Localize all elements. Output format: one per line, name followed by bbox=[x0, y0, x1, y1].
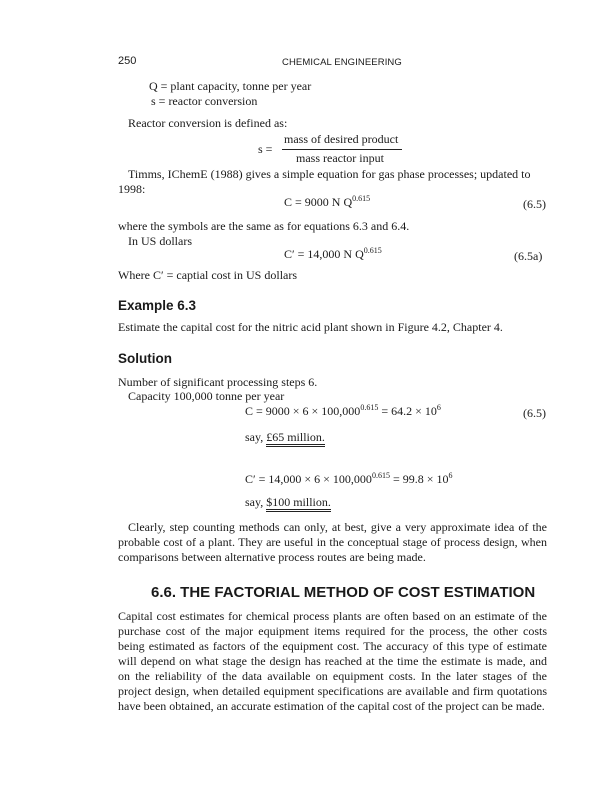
equation-number-6-5a: (6.5a) bbox=[514, 249, 543, 263]
symbols-note: where the symbols are the same as for equations 6.3 and 6.4. bbox=[118, 219, 410, 233]
section-heading: 6.6. THE FACTORIAL METHOD OF COST ESTIMATION bbox=[151, 584, 536, 601]
calculation-1: $C = 9000 \times 6 \times 100,000^{0.615} = 64.2 \times 10^6$ bbox=[245, 403, 441, 418]
calculation-2: $C' = 14,000 \times 6 \times 100,000^{0.615} = 99.8 \times 10^6$ bbox=[245, 471, 453, 486]
fraction-lhs: s = bbox=[258, 142, 273, 156]
result-1-value: £65 million. bbox=[266, 430, 325, 447]
definition-q: Q = plant capacity, tonne per year bbox=[149, 79, 312, 93]
where-c-note: Where C′ = captial cost in US dollars bbox=[118, 268, 298, 282]
fraction-numerator: mass of desired product bbox=[284, 132, 399, 146]
result-2-value: $100 million. bbox=[266, 495, 331, 512]
equation-number-calc-1: (6.5) bbox=[523, 406, 546, 420]
equation-6-5a: C′ = 14,000 N $Q^{0.615}$ bbox=[284, 246, 382, 261]
solution-heading: Solution bbox=[118, 351, 172, 366]
solution-capacity: Capacity 100,000 tonne per year bbox=[128, 389, 285, 403]
us-dollars-note: In US dollars bbox=[128, 234, 192, 248]
running-title: CHEMICAL ENGINEERING bbox=[282, 57, 402, 68]
timms-line-2: 1998: bbox=[118, 182, 146, 196]
timms-line-1: Timms, IChemE (1988) gives a simple equation for gas phase processes; updated to bbox=[128, 167, 531, 181]
equation-number-6-5: (6.5) bbox=[523, 197, 546, 211]
fraction-denominator: mass reactor input bbox=[296, 151, 384, 165]
example-text: Estimate the capital cost for the nitric acid plant shown in Figure 4.2, Chapter 4. bbox=[118, 320, 503, 334]
example-heading: Example 6.3 bbox=[118, 298, 197, 313]
page-number: 250 bbox=[118, 55, 137, 67]
step-counting-paragraph: Clearly, step counting methods can only, at best, give a very approximate idea of the probable cost of a plant. They are useful in the conceptual stage of process design, when comparisons between alternative process routes are being made. bbox=[118, 520, 547, 564]
result-1: say, £65 million. bbox=[245, 430, 325, 445]
solution-steps: Number of significant processing steps 6. bbox=[118, 375, 318, 389]
reactor-conversion-intro: Reactor conversion is defined as: bbox=[128, 116, 288, 130]
fraction-bar bbox=[282, 149, 402, 150]
result-2: say, $100 million. bbox=[245, 495, 331, 510]
definition-s: s = reactor conversion bbox=[151, 94, 258, 108]
equation-6-5: C = 9000 N $Q^{0.615}$ bbox=[284, 194, 371, 209]
factorial-method-paragraph: Capital cost estimates for chemical process plants are often based on an estimate of the purchase cost of the major equipment items required for the process, the other costs being estimated as factors of the equipment cost. The accuracy of this type of estimate will depend on what stage the design has reached at the time the estimate is made, and on the reliability of the data available on equipment costs. In the later stages of the project design, when detailed equipment specifications are available and firm quotations have been obtained, an accurate estimation of the capital cost of the project can be made. bbox=[118, 609, 547, 713]
